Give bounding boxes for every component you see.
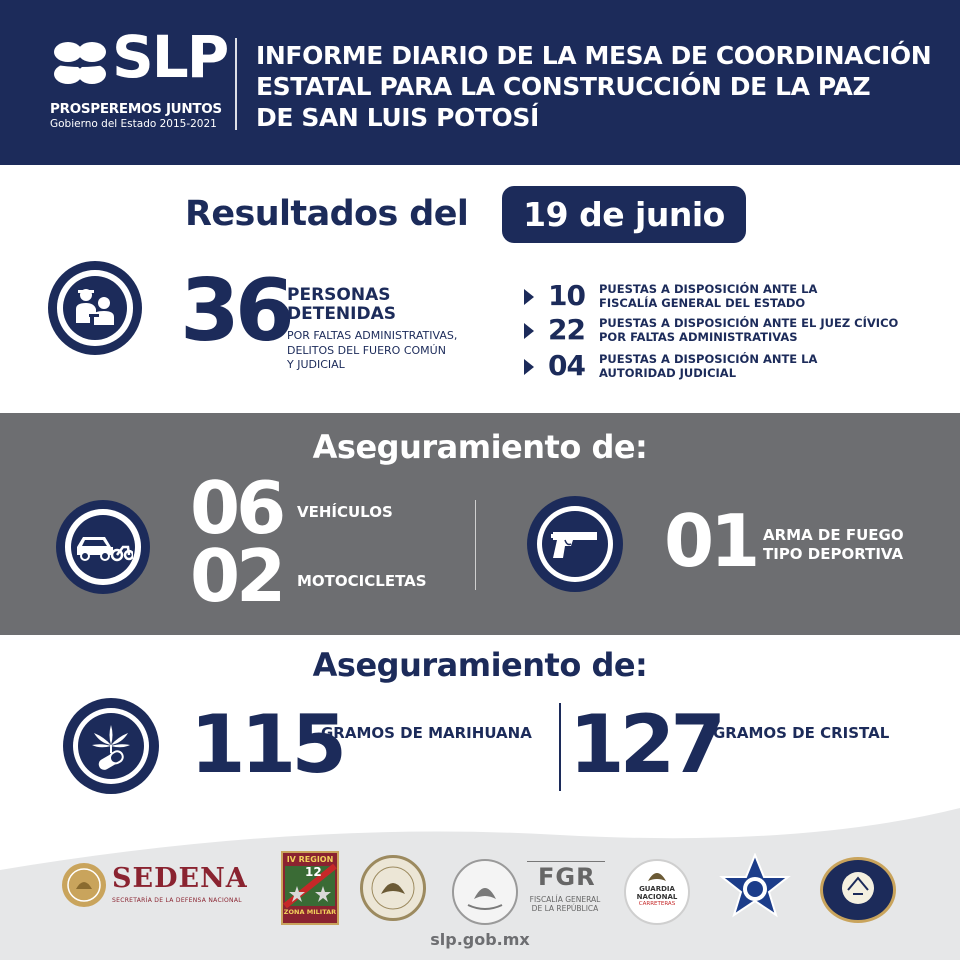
gn-carreteras-logo-icon [624, 859, 690, 925]
gn-carreteras-text: GUARDIA [639, 885, 675, 893]
detained-count: 36 [180, 261, 290, 361]
puesta-count: 10 [548, 279, 585, 312]
weapon-label-line: ARMA DE FUEGO [763, 526, 904, 544]
police-star-badge-icon [718, 853, 792, 927]
logo-subtitle: Gobierno del Estado 2015-2021 [50, 118, 217, 130]
bullet-arrow-icon [524, 323, 534, 339]
puesta-item [522, 314, 922, 348]
region-bottom-text: ZONA MILITAR [283, 908, 337, 916]
puesta-item [522, 280, 922, 314]
website-link[interactable]: slp.gob.mx [430, 930, 530, 949]
vehicle-icon [56, 500, 150, 594]
institution-logos [0, 845, 960, 930]
section-divider [559, 703, 561, 791]
sedena-logo-text: SEDENA [112, 863, 248, 894]
puesta-count: 04 [548, 349, 585, 382]
region-number: 12 [305, 865, 322, 879]
fgr-subtitle-line: FISCALÍA GENERAL [529, 895, 601, 904]
gn-carreteras-text: CARRETERAS [638, 901, 676, 907]
mexico-coat-of-arms-icon [452, 859, 518, 925]
drugs-icon [63, 698, 159, 794]
fgr-subtitle [524, 895, 606, 913]
military-region-shield-icon [281, 851, 339, 925]
fgr-subtitle-line: DE LA REPÚBLICA [531, 904, 599, 913]
logo-text: SLP [112, 23, 228, 91]
mexico-eagle-seal-icon [62, 863, 106, 907]
detained-label [287, 286, 447, 324]
logo-tagline: PROSPEREMOS JUNTOS [50, 101, 222, 117]
weapon-label [763, 526, 933, 564]
fgr-logo-text: FGR [538, 863, 596, 891]
gn-carreteras-text: NACIONAL [636, 893, 678, 901]
detained-desc-line: POR FALTAS ADMINISTRATIVAS, [287, 329, 458, 342]
results-heading: Resultados del [185, 194, 469, 234]
detained-desc-line: DELITOS DEL FUERO COMÚN [287, 343, 446, 357]
firearm-icon [527, 496, 623, 592]
puesta-text: FISCALÍA GENERAL DEL ESTADO [599, 296, 806, 310]
bullet-arrow-icon [524, 289, 534, 305]
sedena-subtitle: SECRETARÍA DE LA DEFENSA NACIONAL [112, 897, 242, 904]
puesta-text: AUTORIDAD JUDICIAL [599, 366, 737, 380]
detainee-icon [48, 261, 142, 355]
detained-label-line: PERSONAS [287, 285, 391, 305]
region-top-text: IV REGION [286, 855, 334, 864]
detained-description [287, 329, 477, 373]
detained-label-line: DETENIDAS [287, 304, 396, 324]
marijuana-label: GRAMOS DE MARIHUANA [321, 724, 532, 742]
report-title-line: ESTATAL PARA LA CONSTRUCCIÓN DE LA PAZ [256, 72, 871, 101]
puesta-count: 22 [548, 313, 585, 346]
guardia-nacional-seal-icon [360, 855, 426, 921]
vehicles-count: 06 [190, 466, 283, 550]
weapon-label-line: TIPO DEPORTIVA [763, 545, 904, 563]
puesta-text: PUESTAS A DISPOSICIÓN ANTE LA [599, 282, 818, 296]
slp-logo-icon [52, 38, 110, 96]
vehicle-seizure-heading: Aseguramiento de: [312, 428, 648, 466]
detained-desc-line: Y JUDICIAL [287, 358, 345, 371]
motorcycles-count: 02 [190, 534, 283, 618]
vehicles-label: VEHÍCULOS [297, 503, 393, 521]
puesta-text: POR FALTAS ADMINISTRATIVAS [599, 330, 798, 344]
drug-seizure-heading: Aseguramiento de: [312, 646, 648, 684]
fgr-rule [527, 861, 605, 862]
header-divider [235, 38, 237, 130]
marijuana-count: 115 [190, 698, 342, 791]
motorcycles-label: MOTOCICLETAS [297, 572, 427, 590]
puesta-item [522, 350, 922, 384]
report-title-line: DE SAN LUIS POTOSÍ [256, 103, 539, 132]
puesta-text: PUESTAS A DISPOSICIÓN ANTE LA [599, 352, 818, 366]
crystal-count: 127 [569, 698, 721, 791]
weapon-count: 01 [664, 499, 757, 583]
fiscalia-estado-seal-icon [820, 857, 896, 923]
puesta-text: PUESTAS A DISPOSICIÓN ANTE EL JUEZ CÍVICO [599, 316, 899, 330]
section-divider [475, 500, 476, 590]
crystal-label: GRAMOS DE CRISTAL [713, 724, 890, 742]
report-title [256, 40, 936, 133]
date-badge: 19 de junio [502, 186, 746, 243]
bullet-arrow-icon [524, 359, 534, 375]
report-title-line: INFORME DIARIO DE LA MESA DE COORDINACIÓN [256, 41, 932, 70]
